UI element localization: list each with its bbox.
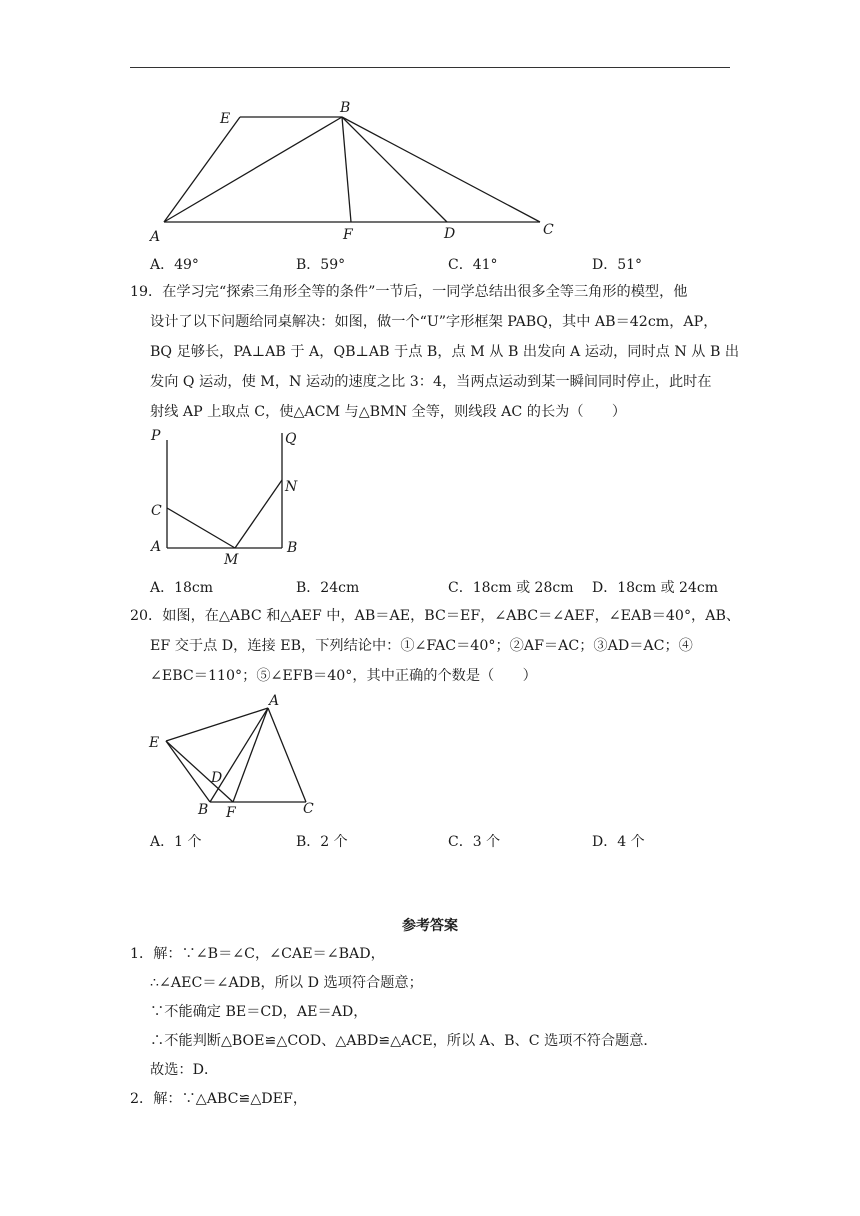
q20-line-1: 20．如图，在△ABC 和△AEF 中，AB＝AE，BC＝EF，∠ABC＝∠AEF，∠EAB＝40°，AB、 <box>130 608 741 624</box>
label-F: F <box>226 805 236 821</box>
label-D: D <box>211 770 223 786</box>
label-B: B <box>340 100 351 116</box>
answers-title: 参考答案 <box>402 918 458 934</box>
answer-line-2: ∴∠AEC＝∠ADB，所以 D 选项符合题意； <box>150 975 423 991</box>
q19-option-b[interactable]: B．24cm <box>296 580 360 596</box>
q19-options <box>150 577 750 597</box>
q19-line-1: 19．在学习完“探索三角形全等的条件”一节后，一同学总结出很多全等三角形的模型，他 <box>130 284 688 300</box>
q19-line-2: 设计了以下问题给同桌解决：如图，做一个“U”字形框架 PABQ，其中 AB＝42cm，AP， <box>150 314 718 330</box>
q20-options <box>150 831 750 851</box>
q18-figure <box>140 95 570 245</box>
q19-option-c[interactable]: C．18cm 或 28cm <box>448 580 574 596</box>
q20-option-d[interactable]: D．4 个 <box>592 834 645 850</box>
segment-EB <box>166 741 210 802</box>
label-A: A <box>150 229 161 245</box>
q19-figure <box>145 425 315 570</box>
q20-line-3: ∠EBC＝110°；⑤∠EFB＝40°，其中正确的个数是（ ） <box>150 668 537 684</box>
q20-option-c[interactable]: C．3 个 <box>448 834 501 850</box>
answer-line-1: 1．解：∵∠B＝∠C，∠CAE＝∠BAD， <box>130 946 385 962</box>
label-C: C <box>543 222 554 238</box>
label-A: A <box>151 539 162 555</box>
label-F: F <box>343 227 353 243</box>
segment-AC <box>268 708 306 802</box>
label-B: B <box>198 802 209 818</box>
segment-BC <box>342 117 540 222</box>
q18-option-b[interactable]: B．59° <box>296 257 346 273</box>
label-C: C <box>303 801 314 817</box>
segment-EA <box>164 117 240 222</box>
segment-AE <box>166 708 268 741</box>
segment-AB <box>164 117 342 222</box>
q20-line-2: EF 交于点 D，连接 EB，下列结论中：①∠FAC＝40°；②AF＝AC；③AD＝AC；④ <box>150 638 693 654</box>
label-E: E <box>149 735 160 751</box>
q19-option-d[interactable]: D．18cm 或 24cm <box>592 580 718 596</box>
q19-option-a[interactable]: A．18cm <box>150 580 214 596</box>
label-D: D <box>444 226 456 242</box>
q18-option-d[interactable]: D．51° <box>592 257 643 273</box>
q18-option-c[interactable]: C．41° <box>448 257 498 273</box>
q18-options <box>150 254 750 274</box>
answer-line-4: ∴不能判断△BOE≌△COD、△ABD≌△ACE，所以 A、B、C 选项不符合题意． <box>150 1033 658 1049</box>
q18-option-a[interactable]: A．49° <box>150 257 199 273</box>
segment-AB <box>210 708 268 802</box>
label-B: B <box>287 540 298 556</box>
header-rule <box>130 67 730 68</box>
label-P: P <box>151 428 161 444</box>
label-E: E <box>220 111 231 127</box>
segment-BF <box>342 117 351 222</box>
label-Q: Q <box>285 431 297 447</box>
segment-EF <box>166 741 233 802</box>
q19-line-5: 射线 AP 上取点 C，使△ACM 与△BMN 全等，则线段 AC 的长为（ ） <box>150 404 627 420</box>
answer-line-6: 2．解：∵△ABC≌△DEF， <box>130 1091 308 1107</box>
q20-figure <box>140 688 340 823</box>
answer-line-5: 故选：D． <box>150 1062 219 1078</box>
label-N: N <box>285 479 298 495</box>
q20-option-a[interactable]: A．1 个 <box>150 834 202 850</box>
segment-BD <box>342 117 447 222</box>
q19-line-3: BQ 足够长，PA⊥AB 于 A，QB⊥AB 于点 B，点 M 从 B 出发向 A 运动，同时点 N 从 B 出 <box>150 344 740 360</box>
answer-line-3: ∵不能确定 BE＝CD，AE＝AD， <box>150 1004 368 1020</box>
segment-MN <box>235 480 282 548</box>
q20-option-b[interactable]: B．2 个 <box>296 834 348 850</box>
label-C: C <box>151 503 162 519</box>
label-A: A <box>269 693 280 709</box>
q19-line-4: 发向 Q 运动，使 M，N 运动的速度之比 3：4，当两点运动到某一瞬间同时停止，此时在 <box>150 374 712 390</box>
segment-CM <box>167 508 235 548</box>
label-M: M <box>224 552 239 568</box>
